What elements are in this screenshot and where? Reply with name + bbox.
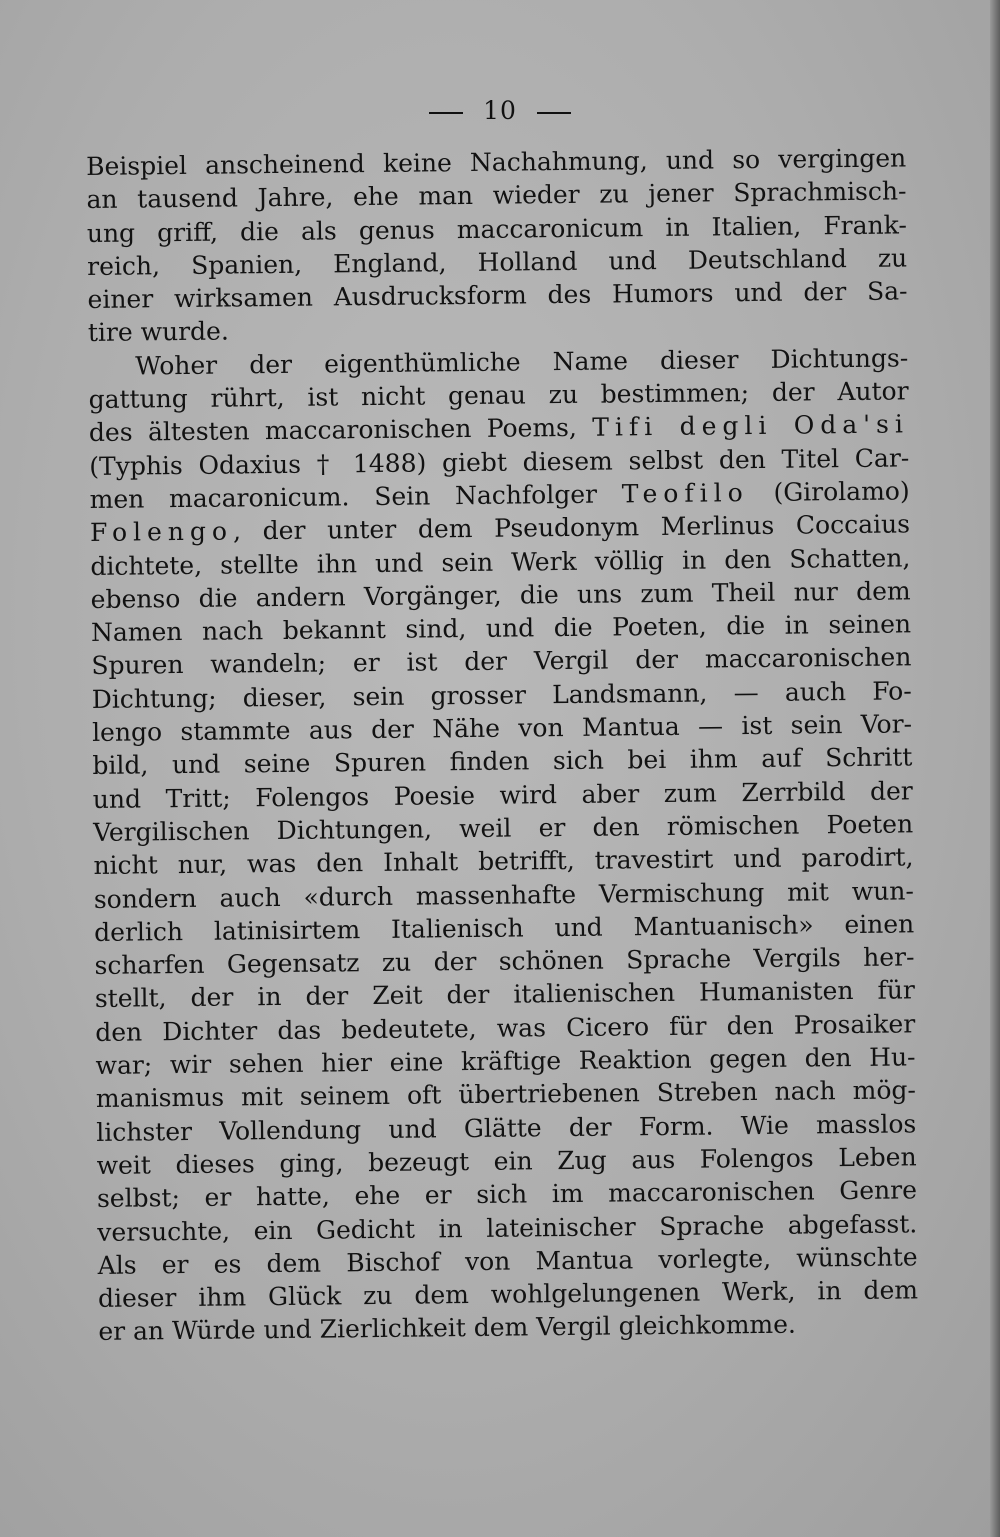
text-line: ebenso die andern Vorgänger, die uns zum Theil nur dem — [90, 576, 911, 614]
text-line: dieser ihm Glück zu dem wohlgelungenen Werk, in dem — [97, 1275, 919, 1314]
text-line: weit dieses ging, bezeugt ein Zug aus Folengos Leben — [96, 1142, 917, 1180]
text-segment: (Girolamo) — [773, 476, 910, 507]
text-line: nicht nur, was den Inhalt betrifft, travestirt und parodirt, — [93, 842, 914, 881]
text-segment: des ältesten maccaronischen Poems, — [88, 413, 578, 448]
text-line: gattung rührt, ist nicht genau zu bestimmen; der Autor — [88, 376, 909, 415]
text-line: scharfen Gegensatz zu der schönen Sprache Vergils her- — [94, 942, 915, 981]
text-line: lengo stammte aus der Nähe von Mantua — ist sein Vor- — [91, 709, 913, 748]
spaced-name: Teofilo — [621, 478, 749, 509]
text-line: reich, Spanien, England, Holland und Deutschland zu — [87, 243, 908, 281]
text-line: stellt, der in der Zeit der italienischen Humanisten für — [94, 975, 915, 1014]
paragraph-start-line: Woher der eigenthümliche Name dieser Dichtungs- — [135, 343, 909, 381]
page-number-value: 10 — [483, 96, 517, 125]
text-line: einer wirksamen Ausdrucksform des Humors und der Sa- — [87, 276, 908, 315]
text-line: bild, und seine Spuren finden sich bei ihm auf Schritt — [92, 742, 913, 781]
page-number-dash-left — [429, 112, 463, 114]
text-line: Namen nach bekannt sind, und die Poeten, die in seinen — [90, 609, 912, 648]
page-number-dash-right — [537, 112, 571, 114]
body-text — [86, 141, 919, 1348]
text-line: sondern auch «durch massenhafte Vermischung mit wun- — [93, 875, 914, 914]
text-line: war; wir sehen hier eine kräftige Reaktion gegen den Hu- — [95, 1042, 916, 1080]
page-number — [0, 96, 1000, 125]
text-line: er an Würde und Zierlichkeit dem Vergil gleichkomme. — [98, 1310, 797, 1347]
text-line: (Typhis Odaxius † 1488) giebt diesem selbst den Titel Car- — [89, 443, 910, 481]
text-line: Vergilischen Dichtungen, weil er den römischen Poeten — [92, 809, 914, 847]
text-line: Als er es dem Bischof von Mantua vorlegte, wünschte — [97, 1242, 918, 1280]
text-line: Beispiel anscheinend keine Nachahmung, und so vergingen — [86, 143, 907, 181]
spaced-name: Tifi degli Oda'si — [592, 409, 910, 443]
text-line: selbst; er hatte, ehe er sich im maccaronischen Genre — [96, 1175, 918, 1214]
text-segment: men macaronicum. Sein Nachfolger — [89, 479, 598, 514]
text-line: Spuren wandeln; er ist der Vergil der maccaronischen — [91, 642, 912, 681]
text-line: lichster Vollendung und Glätte der Form. Wie masslos — [96, 1108, 917, 1147]
text-line: derlich latinisirtem Italienisch und Mantuanisch» einen — [94, 909, 915, 947]
text-line: versuchte, ein Gedicht in lateinischer Sprache abgefasst. — [97, 1208, 918, 1247]
text-line: manismus mit seinem oft übertriebenen Streben nach mög- — [95, 1075, 917, 1114]
text-line: tire wurde. — [87, 316, 229, 348]
text-line: Dichtung; dieser, sein grosser Landsmann, — auch Fo- — [91, 676, 912, 714]
page-edge-shadow — [990, 0, 1000, 1537]
text-segment: , der unter dem Pseudonym Merlinus Coccaius — [232, 509, 911, 546]
spaced-name: Folengo — [89, 516, 234, 548]
text-line: und Tritt; Folengos Poesie wird aber zum Zerrbild der — [92, 776, 913, 814]
text-line: dichtete, stellte ihn und sein Werk völlig in den Schatten, — [90, 542, 911, 581]
text-line: ung griff, die als genus maccaronicum in Italien, Frank- — [86, 210, 907, 248]
text-line: den Dichter das bedeutete, was Cicero für den Prosaiker — [95, 1009, 916, 1047]
text-line: an tausend Jahre, ehe man wieder zu jener Sprachmisch- — [86, 176, 907, 215]
